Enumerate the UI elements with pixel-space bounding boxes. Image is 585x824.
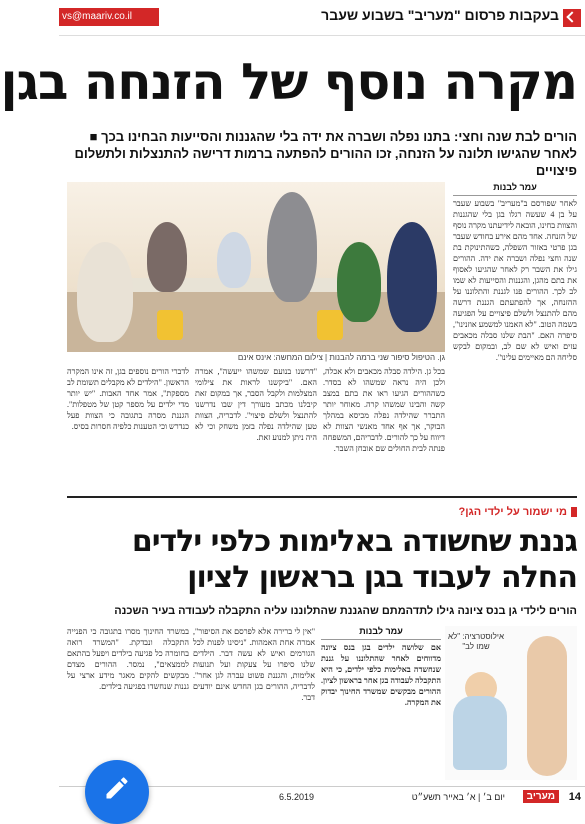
article2-subhead: הורים לילדי גן בנס ציונה גילו לתדהמתם שהגננת שהתלוננו עליה התקבלה לעבודה בעיר השכנה (114, 605, 577, 617)
article2-byline: עמר לבנות (321, 626, 441, 640)
article1-column-right: לאחר שפורסם ב"מעריב" בשבוע שעבר על בן 4 שעשה רגלו בגן בלי שהגננות והצוות בחינו, הובאה לידיעתנו מקרה נוסף של הזנחה. אחד מהם אירע בחודש שעבר בגן פרטי באזור השפלה, כשהתינוקת בת שנה וחצי נפלה ושברה את ידה. ההורים גילו את השבר רק לאחר שהגיעו לאסוף את בתם מהגן, והגננות והסייעות לא שמו לב לכך. ההורים פנו לגננת והתלוננו על ההזנחה, אך להפתעתם הגננת דרשה מהם להתנצל ולשלם פיצויים על הפגיעה בשמה הטוב. "לא האמנו למשמע אוזנינו", סיפרה האם. "הבת שלנו סבלה מכאבים עזים ואיש לא שם לב, ובמקום לבקש סליחה הם מאיימים עלינו". (453, 199, 577, 362)
photo-child (77, 242, 133, 342)
photo-child (387, 222, 437, 332)
photo-arm (527, 636, 567, 776)
photo-child (217, 232, 251, 288)
article1-column: לדברי הורים נוספים בגן, זה אינו המקרה הראשון. "הילדים לא מקבלים תשומת לב מספקת", אמר אחד האבות. "יש יותר מדי ילדים על מספר קטן של מטפלות". הגננת מסרה בתגובה כי הצוות פעל כנדרש וכי הטענות כלפיה חסרות בסיס. (67, 367, 189, 431)
article2-column: "אין לי ברירה אלא לפרסם את הסיפור", אמרה אחת האמהות. "ניסינו לפנות לכל הגורמים ואיש לא עשה דבר. הילדים שלנו סיפרו על צעקות ועל תנועות אלימות, והגננת פשוט עברה לגן אחר". לדבריה, ההורים בגן החדש אינם יודעים דבר. (193, 627, 315, 702)
article2-column: במשרד החינוך מסרו בתגובה כי הפנייה התקבלה ונבדקת. "המשרד רואה בחומרה כל פגיעה בילדים ויפעל בהתאם לממצאים", נמסר. ההורים מצדם מבקשים להקים מאגר מידע ארצי על גננות שנחשדו בפגיעה בילדים. (67, 627, 189, 691)
article1-photo-caption: גן. הטיפול סיפור שני ברמה להבנות | צילום המחשה: אינס אינם (237, 353, 445, 362)
gregorian-date: 6.5.2019 (279, 792, 315, 802)
article2-column-lead: אם שלושה ילדים בגן בנס ציונה מדווחים לאחר שהתלוננו על גננת שנחשדה באלימות כלפי ילדים, כי היא התקבלה לעבודה בגן אחר בראשון לציון. ההורים מבקשים שמשרד החינוך יבדוק את המקרה. (321, 643, 441, 707)
article1-byline: עמר לבנות (453, 182, 577, 196)
email-tag: vs@maariv.co.il (59, 8, 159, 26)
article1-headline: מקרה נוסף של הזנחה בגן (0, 53, 577, 111)
photo-chair (157, 310, 183, 340)
photo-teacher (267, 192, 317, 302)
chevron-left-icon (563, 9, 581, 27)
article1-column: "דרשנו בנועם שמשהו ייעשה", אמרה האם. "ביקשנו לראות את צילומי המצלמות ולקבל הסבר, אך במקום זאת קיבלנו מכתב מעורך דין שבו נדרשנו להתנצל ולשלם פיצוי". לדבריה, הצוות טען שהילדה נפלה בזמן משחק וכי לא היה ניתן למנוע זאת. (195, 367, 317, 442)
article2-kicker (458, 506, 577, 518)
article1-subhead: הורים לבת שנה וחצי: בתנו נפלה ושברה את ידה בלי שהגננות והסייעות הבחינו בכך ■ לאחר שהגישו תלונה על הזנחה, זכו ההורים להפתעה ברמות דרישה להתנצלות ולתשלום פיצויים (74, 129, 577, 178)
edit-fab-button[interactable] (85, 760, 149, 824)
article2-headline: גננת שחשודה באלימות כלפי ילדים החלה לעבוד בגן בראשון לציון (131, 524, 577, 595)
article1-photo (67, 182, 445, 352)
page-number: 14 (568, 791, 581, 803)
kicker-bar-icon (571, 507, 577, 517)
photo-chair (317, 310, 343, 340)
article1-body-columns (67, 366, 445, 488)
hebrew-date: יום ב׳ | א׳ באייר תשע״ט (411, 792, 505, 802)
pencil-icon (103, 774, 131, 802)
brand-logo: מעריב (523, 790, 559, 803)
article2-kicker-text: מי ישמור על ילדי הגן? (458, 506, 567, 518)
section-divider (67, 496, 577, 498)
photo-child (337, 242, 381, 322)
article1-column: בכל גן. הילדה סבלה מכאבים ולא אכלה, ולכן היה נראה שמשהו לא בסדר. כשההורים הגיעו ראו את בתם במצב קשה והבינו שמשהו קרה. מאוחר יותר התברר שהילדה נפלה מכיסא במהלך הבוקר, אך אף אחד מאנשי הצוות לא דיווח על כך להורים. לדבריהם, המשפחה פנתה לבית החולים שם אובחן השבר. (323, 367, 445, 453)
photo-child (453, 696, 507, 770)
header-kicker: בעקבות פרסום "מעריב" בשבוע שעבר (321, 7, 559, 23)
article2-photo (445, 626, 577, 780)
article2-photo-quote: אילוסטרציה: "לא שמו לב" (447, 632, 505, 651)
top-bar (59, 0, 585, 36)
photo-child (147, 222, 187, 292)
